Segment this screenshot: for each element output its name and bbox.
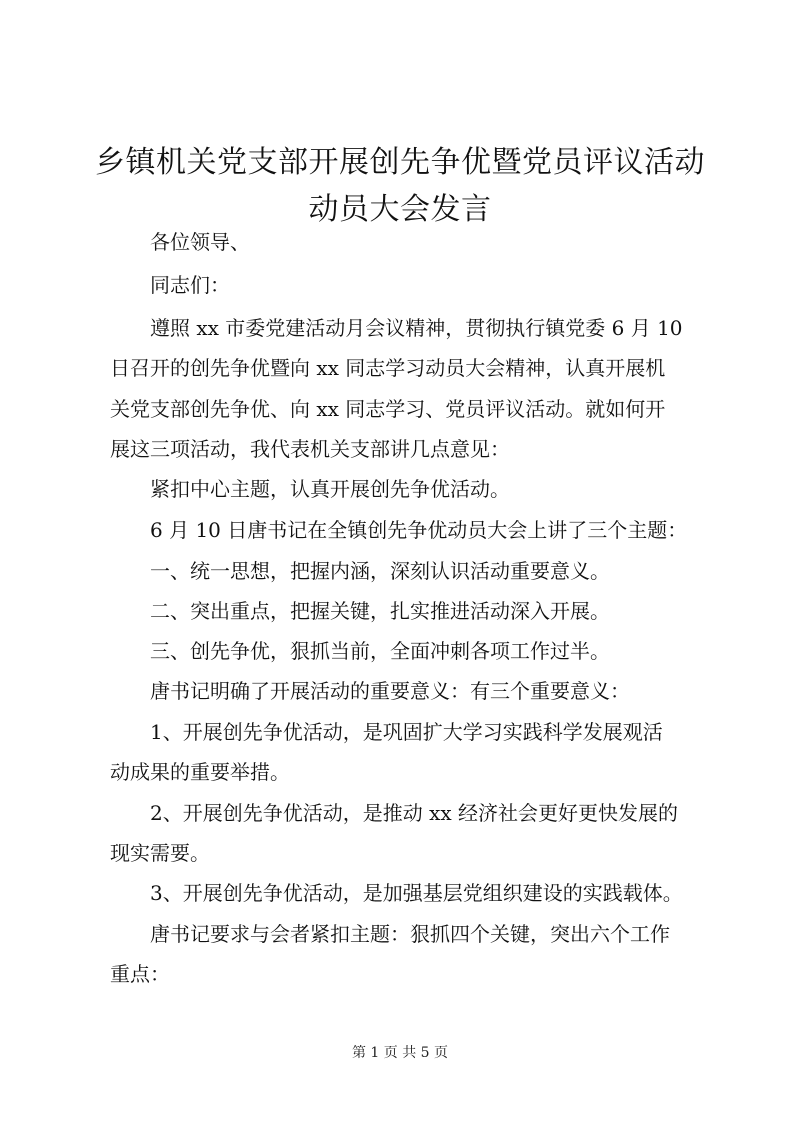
list-item: 3、开展创先争优活动，是加强基层党组织建设的实践载体。 xyxy=(150,881,683,905)
paragraph-line: 展这三项活动，我代表机关支部讲几点意见： xyxy=(110,437,510,461)
paragraph-line: 紧扣中心主题，认真开展创先争优活动。 xyxy=(150,477,510,501)
paragraph-line: 唐书记明确了开展活动的重要意义：有三个重要意义： xyxy=(150,679,630,703)
document-title-line-1: 乡镇机关党支部开展创先争优暨党员评议活动 xyxy=(95,145,705,180)
list-item-continuation: 现实需要。 xyxy=(110,841,210,865)
list-item: 二、突出重点，把握关键，扎实推进活动深入开展。 xyxy=(150,599,610,623)
list-item-continuation: 动成果的重要举措。 xyxy=(110,760,290,784)
paragraph-line: 6 月 10 日唐书记在全镇创先争优动员大会上讲了三个主题： xyxy=(150,518,688,542)
salutation-line-2: 同志们： xyxy=(150,273,230,297)
list-item: 三、创先争优，狠抓当前，全面冲刺各项工作过半。 xyxy=(150,639,610,663)
paragraph-line: 关党支部创先争优、向 xx 同志学习、党员评议活动。就如何开 xyxy=(110,397,666,421)
page-number-footer: 第 1 页 共 5 页 xyxy=(351,1045,449,1061)
paragraph-line: 遵照 xx 市委党建活动月会议精神，贯彻执行镇党委 6 月 10 xyxy=(150,316,683,340)
list-item: 2、开展创先争优活动，是推动 xx 经济社会更好更快发展的 xyxy=(150,801,678,825)
list-item: 一、统一思想，把握内涵，深刻认识活动重要意义。 xyxy=(150,559,610,583)
paragraph-line: 重点： xyxy=(110,962,170,986)
list-item: 1、开展创先争优活动，是巩固扩大学习实践科学发展观活 xyxy=(150,720,663,744)
document-title-line-2: 动员大会发言 xyxy=(308,192,492,227)
salutation-line-1: 各位领导、 xyxy=(150,230,250,254)
paragraph-line: 唐书记要求与会者紧扣主题：狠抓四个关键，突出六个工作 xyxy=(150,922,670,946)
paragraph-line: 日召开的创先争优暨向 xx 同志学习动员大会精神，认真开展机 xyxy=(110,356,666,380)
